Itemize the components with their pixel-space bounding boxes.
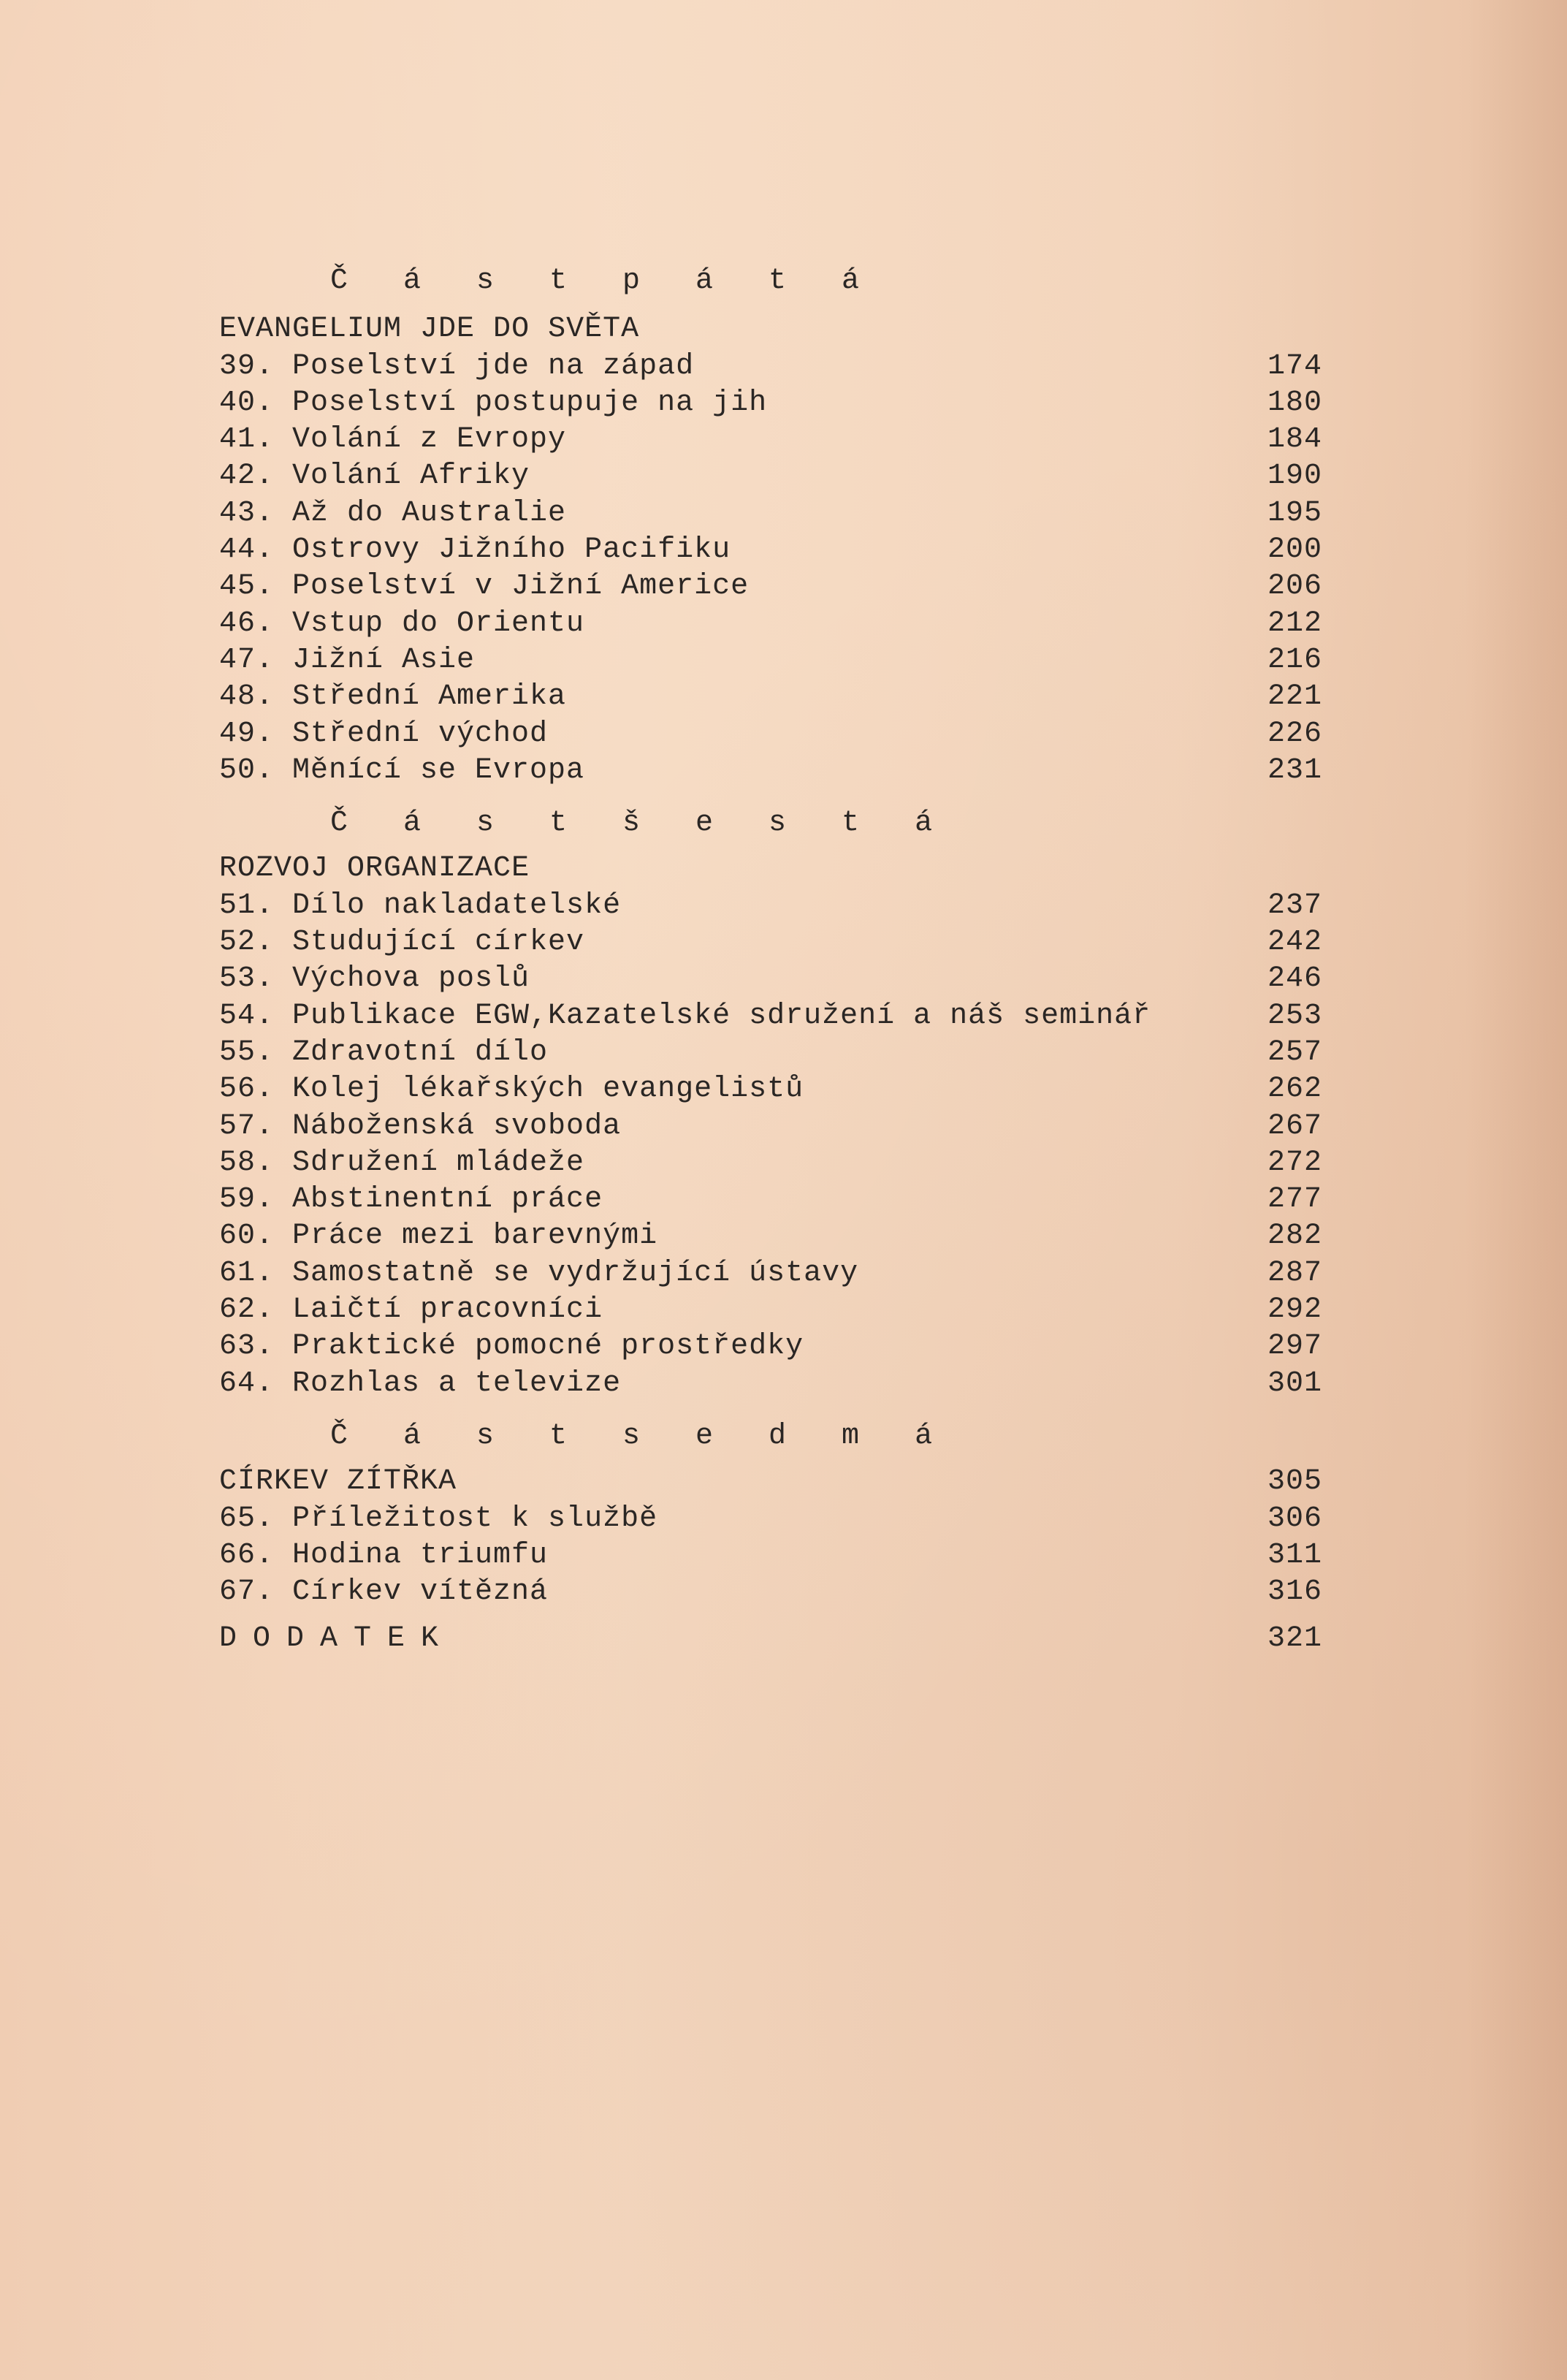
toc-entry [219,458,1322,495]
entry-page: 282 [1267,1220,1322,1253]
toc-entry [219,1501,1322,1537]
entry-title: Praktické pomocné prostředky [292,1330,804,1364]
entry-page: 267 [1267,1109,1322,1143]
entry-title: Vstup do Orientu [292,607,585,640]
toc-entry [219,1574,1322,1611]
entry-number: 45. [219,570,275,604]
entry-page: 257 [1267,1035,1322,1069]
part-title: Č á s t š e s t á [330,807,952,840]
entry-page: 246 [1267,962,1322,996]
entry-page: 311 [1267,1538,1322,1572]
entry-title: Laičtí pracovníci [292,1293,603,1327]
entry-title: Abstinentní práce [292,1183,603,1217]
toc-entry [219,606,1322,642]
toc-entry [219,716,1322,753]
entry-title: Publikace EGW,Kazatelské sdružení a náš seminář [292,999,1151,1033]
entry-number: 64. [219,1366,275,1400]
entry-page: 174 [1267,349,1322,383]
toc-entry [219,1218,1322,1255]
toc-entry [219,642,1322,679]
entry-title: Poselství v Jižní Americe [292,570,750,604]
section-heading [219,1464,1322,1500]
part-title: Č á s t s e d m á [330,1419,952,1453]
entry-title: Náboženská svoboda [292,1109,622,1143]
entry-number: 39. [219,349,275,383]
entry-page: 242 [1267,926,1322,959]
entry-page: 292 [1267,1293,1322,1327]
entry-page: 180 [1267,386,1322,419]
entry-title: Kolej lékařských evangelistů [292,1073,804,1106]
entry-number: 67. [219,1575,275,1609]
toc-entry [219,753,1322,789]
entry-title: Hodina triumfu [292,1538,549,1572]
entry-number: 61. [219,1256,275,1290]
section-page [1257,311,1322,348]
toc-entry [219,495,1322,532]
entry-title: Příležitost k službě [292,1502,658,1535]
entry-number: 65. [219,1502,275,1535]
entry-page: 287 [1267,1256,1322,1290]
table-of-contents [219,263,1322,1658]
entry-number: 49. [219,717,275,750]
entry-number: 55. [219,1035,275,1069]
entry-number: 41. [219,423,275,457]
toc-entry [219,1035,1322,1071]
toc-entry [219,1292,1322,1328]
page-edge-shadow [1465,0,1567,2380]
entry-title: Volání Afriky [292,460,530,493]
toc-entry [219,532,1322,569]
section-heading [219,311,1322,348]
toc-entry [219,924,1322,961]
entry-title: Dílo nakladatelské [292,889,622,922]
entry-number: 62. [219,1293,275,1327]
entry-number: 63. [219,1330,275,1364]
entry-page: 206 [1267,570,1322,604]
entry-page: 195 [1267,496,1322,530]
entry-page: 231 [1267,753,1322,787]
entry-page: 212 [1267,607,1322,640]
section-title: CÍRKEV ZÍTŘKA [219,1465,457,1499]
toc-entry [219,1255,1322,1292]
entry-page: 226 [1267,717,1322,750]
toc-entry [219,385,1322,422]
appendix-entry [219,1621,1322,1657]
entry-title: Střední východ [292,717,549,750]
toc-entry [219,1182,1322,1218]
entry-title: Střední Amerika [292,680,567,714]
entry-number: 52. [219,926,275,959]
entry-title: Ostrovy Jižního Pacifiku [292,533,731,567]
entry-number: 54. [219,999,275,1033]
toc-entry [219,1109,1322,1145]
entry-number: 51. [219,889,275,922]
part-title: Č á s t p á t á [330,265,879,297]
toc-entry [219,1537,1322,1574]
toc-entry [219,569,1322,605]
entry-title: Až do Australie [292,496,567,530]
entry-title: Poselství postupuje na jih [292,386,768,419]
entry-number: 42. [219,460,275,493]
toc-entry [219,422,1322,458]
entry-page: 253 [1267,999,1322,1033]
entry-number: 47. [219,643,275,677]
entry-title: Jižní Asie [292,643,476,677]
entry-number: 58. [219,1146,275,1179]
entry-page: 301 [1267,1366,1322,1400]
entry-title: Výchova poslů [292,962,530,996]
entry-title: Sdružení mládeže [292,1146,585,1179]
entry-page: 237 [1267,889,1322,922]
section-title: ROZVOJ ORGANIZACE [219,852,530,886]
section-heading [219,851,1322,887]
entry-title: Práce mezi barevnými [292,1220,658,1253]
entry-page: 306 [1267,1502,1322,1535]
toc-entry [219,961,1322,997]
entry-number: 44. [219,533,275,567]
entry-number: 53. [219,962,275,996]
entry-number: 57. [219,1109,275,1143]
section-page: 305 [1267,1465,1322,1499]
toc-entry [219,1366,1322,1402]
entry-page: 221 [1267,680,1322,714]
toc-entry [219,1145,1322,1182]
section-page [1257,851,1322,887]
toc-entry [219,888,1322,924]
toc-entry [219,998,1322,1035]
entry-number: 43. [219,496,275,530]
toc-entry [219,1071,1322,1108]
entry-title: Církev vítězná [292,1575,549,1609]
entry-page: 262 [1267,1073,1322,1106]
entry-title: Zdravotní dílo [292,1035,549,1069]
toc-entry [219,349,1322,385]
section-title: EVANGELIUM JDE DO SVĚTA [219,313,640,346]
entry-number: 48. [219,680,275,714]
entry-number: 66. [219,1538,275,1572]
entry-title: Volání z Evropy [292,423,567,457]
entry-title: Rozhlas a televize [292,1366,622,1400]
entry-title: Samostatně se vydržující ústavy [292,1256,859,1290]
entry-number: 60. [219,1220,275,1253]
entry-page: 190 [1267,460,1322,493]
entry-title: Studující církev [292,926,585,959]
entry-page: 184 [1267,423,1322,457]
appendix-page: 321 [1267,1622,1322,1656]
toc-entry [219,679,1322,715]
entry-number: 59. [219,1183,275,1217]
entry-number: 40. [219,386,275,419]
entry-page: 316 [1267,1575,1322,1609]
entry-page: 297 [1267,1330,1322,1364]
toc-entry [219,1328,1322,1365]
entry-number: 50. [219,753,275,787]
appendix-label: DODATEK [219,1622,455,1656]
entry-page: 216 [1267,643,1322,677]
entry-page: 277 [1267,1183,1322,1217]
entry-number: 56. [219,1073,275,1106]
entry-page: 200 [1267,533,1322,567]
entry-title: Poselství jde na západ [292,349,695,383]
entry-page: 272 [1267,1146,1322,1179]
entry-number: 46. [219,607,275,640]
entry-title: Měnící se Evropa [292,753,585,787]
